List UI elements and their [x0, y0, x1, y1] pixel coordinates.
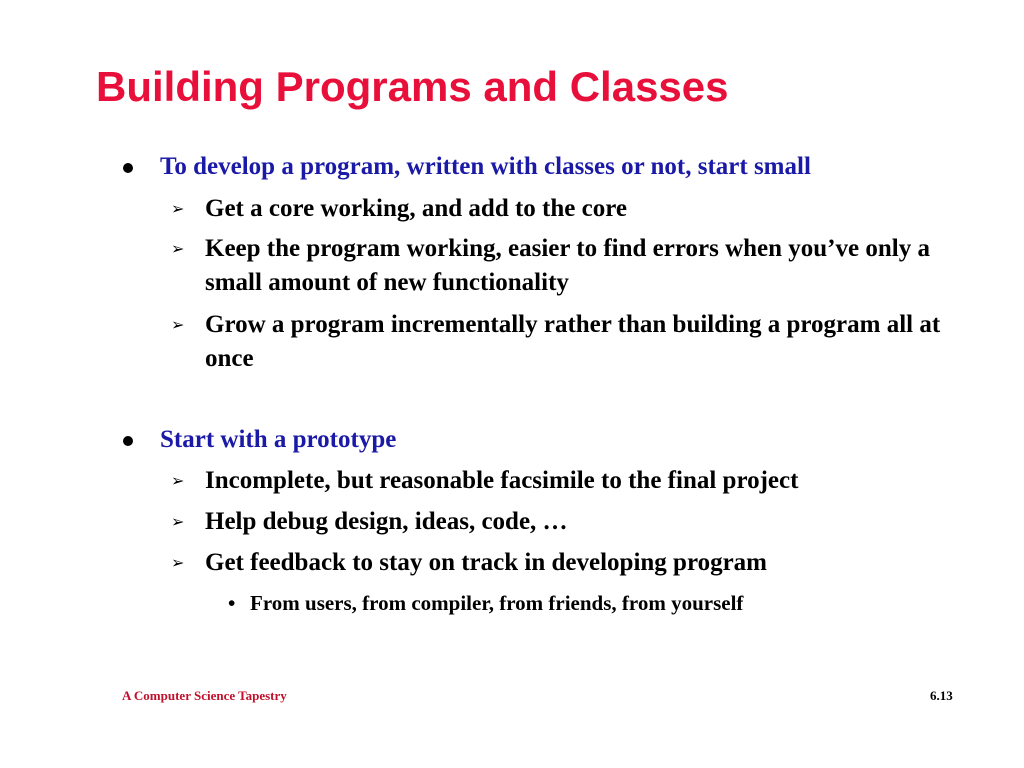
bullet-level1: [160, 152, 811, 182]
bullet-dot-icon: •: [228, 591, 236, 615]
slide-title: Building Programs and Classes: [96, 63, 729, 110]
arrowhead-right-icon: ➢: [171, 239, 185, 258]
filled-circle-icon: [123, 436, 133, 446]
arrowhead-right-icon: ➢: [171, 471, 185, 490]
filled-circle-icon: [123, 163, 133, 173]
bullet-level2: [171, 464, 945, 498]
bullet-text: Get a core working, and add to the core: [205, 195, 627, 222]
bullet-text: From users, from compiler, from friends, from yourself: [250, 591, 744, 615]
bullet-text: Help debug design, ideas, code, …: [205, 508, 568, 535]
arrowhead-right-icon: ➢: [171, 199, 185, 218]
arrowhead-right-icon: ➢: [171, 315, 185, 334]
bullet-text: Incomplete, but reasonable facsimile to the final project: [205, 467, 799, 494]
bullet-text: Grow a program incrementally rather than building a program all at once: [205, 311, 941, 372]
bullet-level2: [171, 308, 945, 376]
bullet-level2: [171, 192, 945, 226]
bullet-level2: [171, 232, 945, 300]
bullet-level3: [228, 589, 744, 617]
slide-number: 6.13: [930, 688, 953, 703]
bullet-level2: [171, 505, 945, 539]
bullet-text: Get feedback to stay on track in developing program: [205, 549, 768, 576]
bullet-text: To develop a program, written with classes or not, start small: [160, 153, 811, 180]
arrowhead-right-icon: ➢: [171, 553, 185, 572]
arrowhead-right-icon: ➢: [171, 512, 185, 531]
bullet-text: Start with a prototype: [160, 426, 397, 453]
bullet-level1: [160, 425, 396, 455]
bullet-text: Keep the program working, easier to find errors when you’ve only a small amount of new functionality: [205, 235, 930, 296]
bullet-level2: [171, 546, 945, 580]
footer-course-title: A Computer Science Tapestry: [122, 688, 287, 703]
